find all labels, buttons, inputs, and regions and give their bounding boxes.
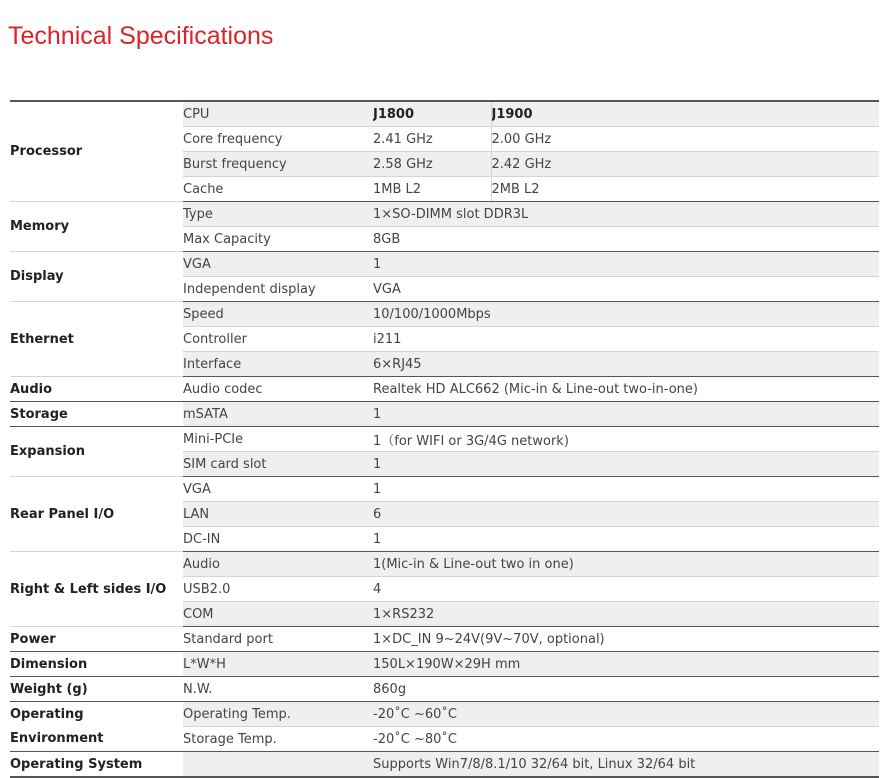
row-value: 1 <box>373 527 879 552</box>
table-row <box>10 377 879 402</box>
category-expansion: Expansion <box>10 427 183 477</box>
row-label: Audio <box>183 552 373 577</box>
table-row <box>10 252 879 277</box>
spec-table <box>10 100 879 778</box>
table-row <box>10 752 879 778</box>
row-value: Supports Win7/8/8.1/10 32/64 bit, Linux 32/64 bit <box>373 752 879 778</box>
row-value: 4 <box>373 577 879 602</box>
row-label: Type <box>183 202 373 227</box>
row-label: N.W. <box>183 677 373 702</box>
row-label: Audio codec <box>183 377 373 402</box>
category-storage: Storage <box>10 402 183 427</box>
row-value: 2MB L2 <box>491 177 879 202</box>
category-processor: Processor <box>10 101 183 202</box>
row-label: CPU <box>183 101 373 127</box>
table-row <box>10 702 879 727</box>
row-value: 1(Mic-in & Line-out two in one) <box>373 552 879 577</box>
row-value: 1 <box>373 402 879 427</box>
row-label: Operating Temp. <box>183 702 373 727</box>
category-operating: Operating <box>10 702 183 727</box>
row-value: 8GB <box>373 227 879 252</box>
row-label: VGA <box>183 477 373 502</box>
row-label: Standard port <box>183 627 373 652</box>
row-label: USB2.0 <box>183 577 373 602</box>
row-value: Realtek HD ALC662 (Mic-in & Line-out two-in-one) <box>373 377 879 402</box>
table-row <box>10 302 879 327</box>
cpu-model-j1900: J1900 <box>491 101 879 127</box>
row-label: SIM card slot <box>183 452 373 477</box>
category-operating-system: Operating System <box>10 752 183 778</box>
row-value: 6×RJ45 <box>373 352 879 377</box>
row-label: Core frequency <box>183 127 373 152</box>
row-value: i211 <box>373 327 879 352</box>
row-label: Burst frequency <box>183 152 373 177</box>
category-environment: Environment <box>10 727 183 752</box>
row-label: Storage Temp. <box>183 727 373 752</box>
table-row <box>10 101 879 127</box>
table-row <box>10 552 879 577</box>
row-value: 6 <box>373 502 879 527</box>
row-value: VGA <box>373 277 879 302</box>
row-label: Cache <box>183 177 373 202</box>
row-value: 1×RS232 <box>373 602 879 627</box>
table-row <box>10 477 879 502</box>
row-label: Interface <box>183 352 373 377</box>
row-value: 2.41 GHz <box>373 127 491 152</box>
table-row <box>10 402 879 427</box>
row-label: L*W*H <box>183 652 373 677</box>
row-label: Speed <box>183 302 373 327</box>
row-value: 1 <box>373 252 879 277</box>
row-value: -20˚C ~60˚C <box>373 702 879 727</box>
row-label: Controller <box>183 327 373 352</box>
row-value: 2.00 GHz <box>491 127 879 152</box>
row-label: DC-IN <box>183 527 373 552</box>
category-power: Power <box>10 627 183 652</box>
category-weight: Weight (g) <box>10 677 183 702</box>
row-value: 10/100/1000Mbps <box>373 302 879 327</box>
row-value: 2.58 GHz <box>373 152 491 177</box>
table-row <box>10 427 879 452</box>
table-row <box>10 652 879 677</box>
category-ethernet: Ethernet <box>10 302 183 377</box>
row-label: COM <box>183 602 373 627</box>
row-value: 1 <box>373 477 879 502</box>
row-label: Max Capacity <box>183 227 373 252</box>
table-row <box>10 727 879 752</box>
row-value: -20˚C ~80˚C <box>373 727 879 752</box>
row-label <box>183 752 373 778</box>
row-value: 2.42 GHz <box>491 152 879 177</box>
category-dimension: Dimension <box>10 652 183 677</box>
row-value: 1（for WIFI or 3G/4G network) <box>373 427 879 452</box>
row-label: Mini-PCIe <box>183 427 373 452</box>
category-memory: Memory <box>10 202 183 252</box>
row-label: mSATA <box>183 402 373 427</box>
row-value: 1MB L2 <box>373 177 491 202</box>
row-value: 1×SO-DIMM slot DDR3L <box>373 202 879 227</box>
table-row <box>10 627 879 652</box>
row-value: 1 <box>373 452 879 477</box>
category-audio: Audio <box>10 377 183 402</box>
cpu-model-j1800: J1800 <box>373 101 491 127</box>
row-value: 150L×190W×29H mm <box>373 652 879 677</box>
row-label: VGA <box>183 252 373 277</box>
category-rear-panel-io: Rear Panel I/O <box>10 477 183 552</box>
row-label: LAN <box>183 502 373 527</box>
category-side-io: Right & Left sides I/O <box>10 552 183 627</box>
row-value: 860g <box>373 677 879 702</box>
row-value: 1×DC_IN 9~24V(9V~70V, optional) <box>373 627 879 652</box>
table-row <box>10 202 879 227</box>
category-display: Display <box>10 252 183 302</box>
table-row <box>10 677 879 702</box>
page-title: Technical Specifications <box>8 22 274 50</box>
row-label: Independent display <box>183 277 373 302</box>
